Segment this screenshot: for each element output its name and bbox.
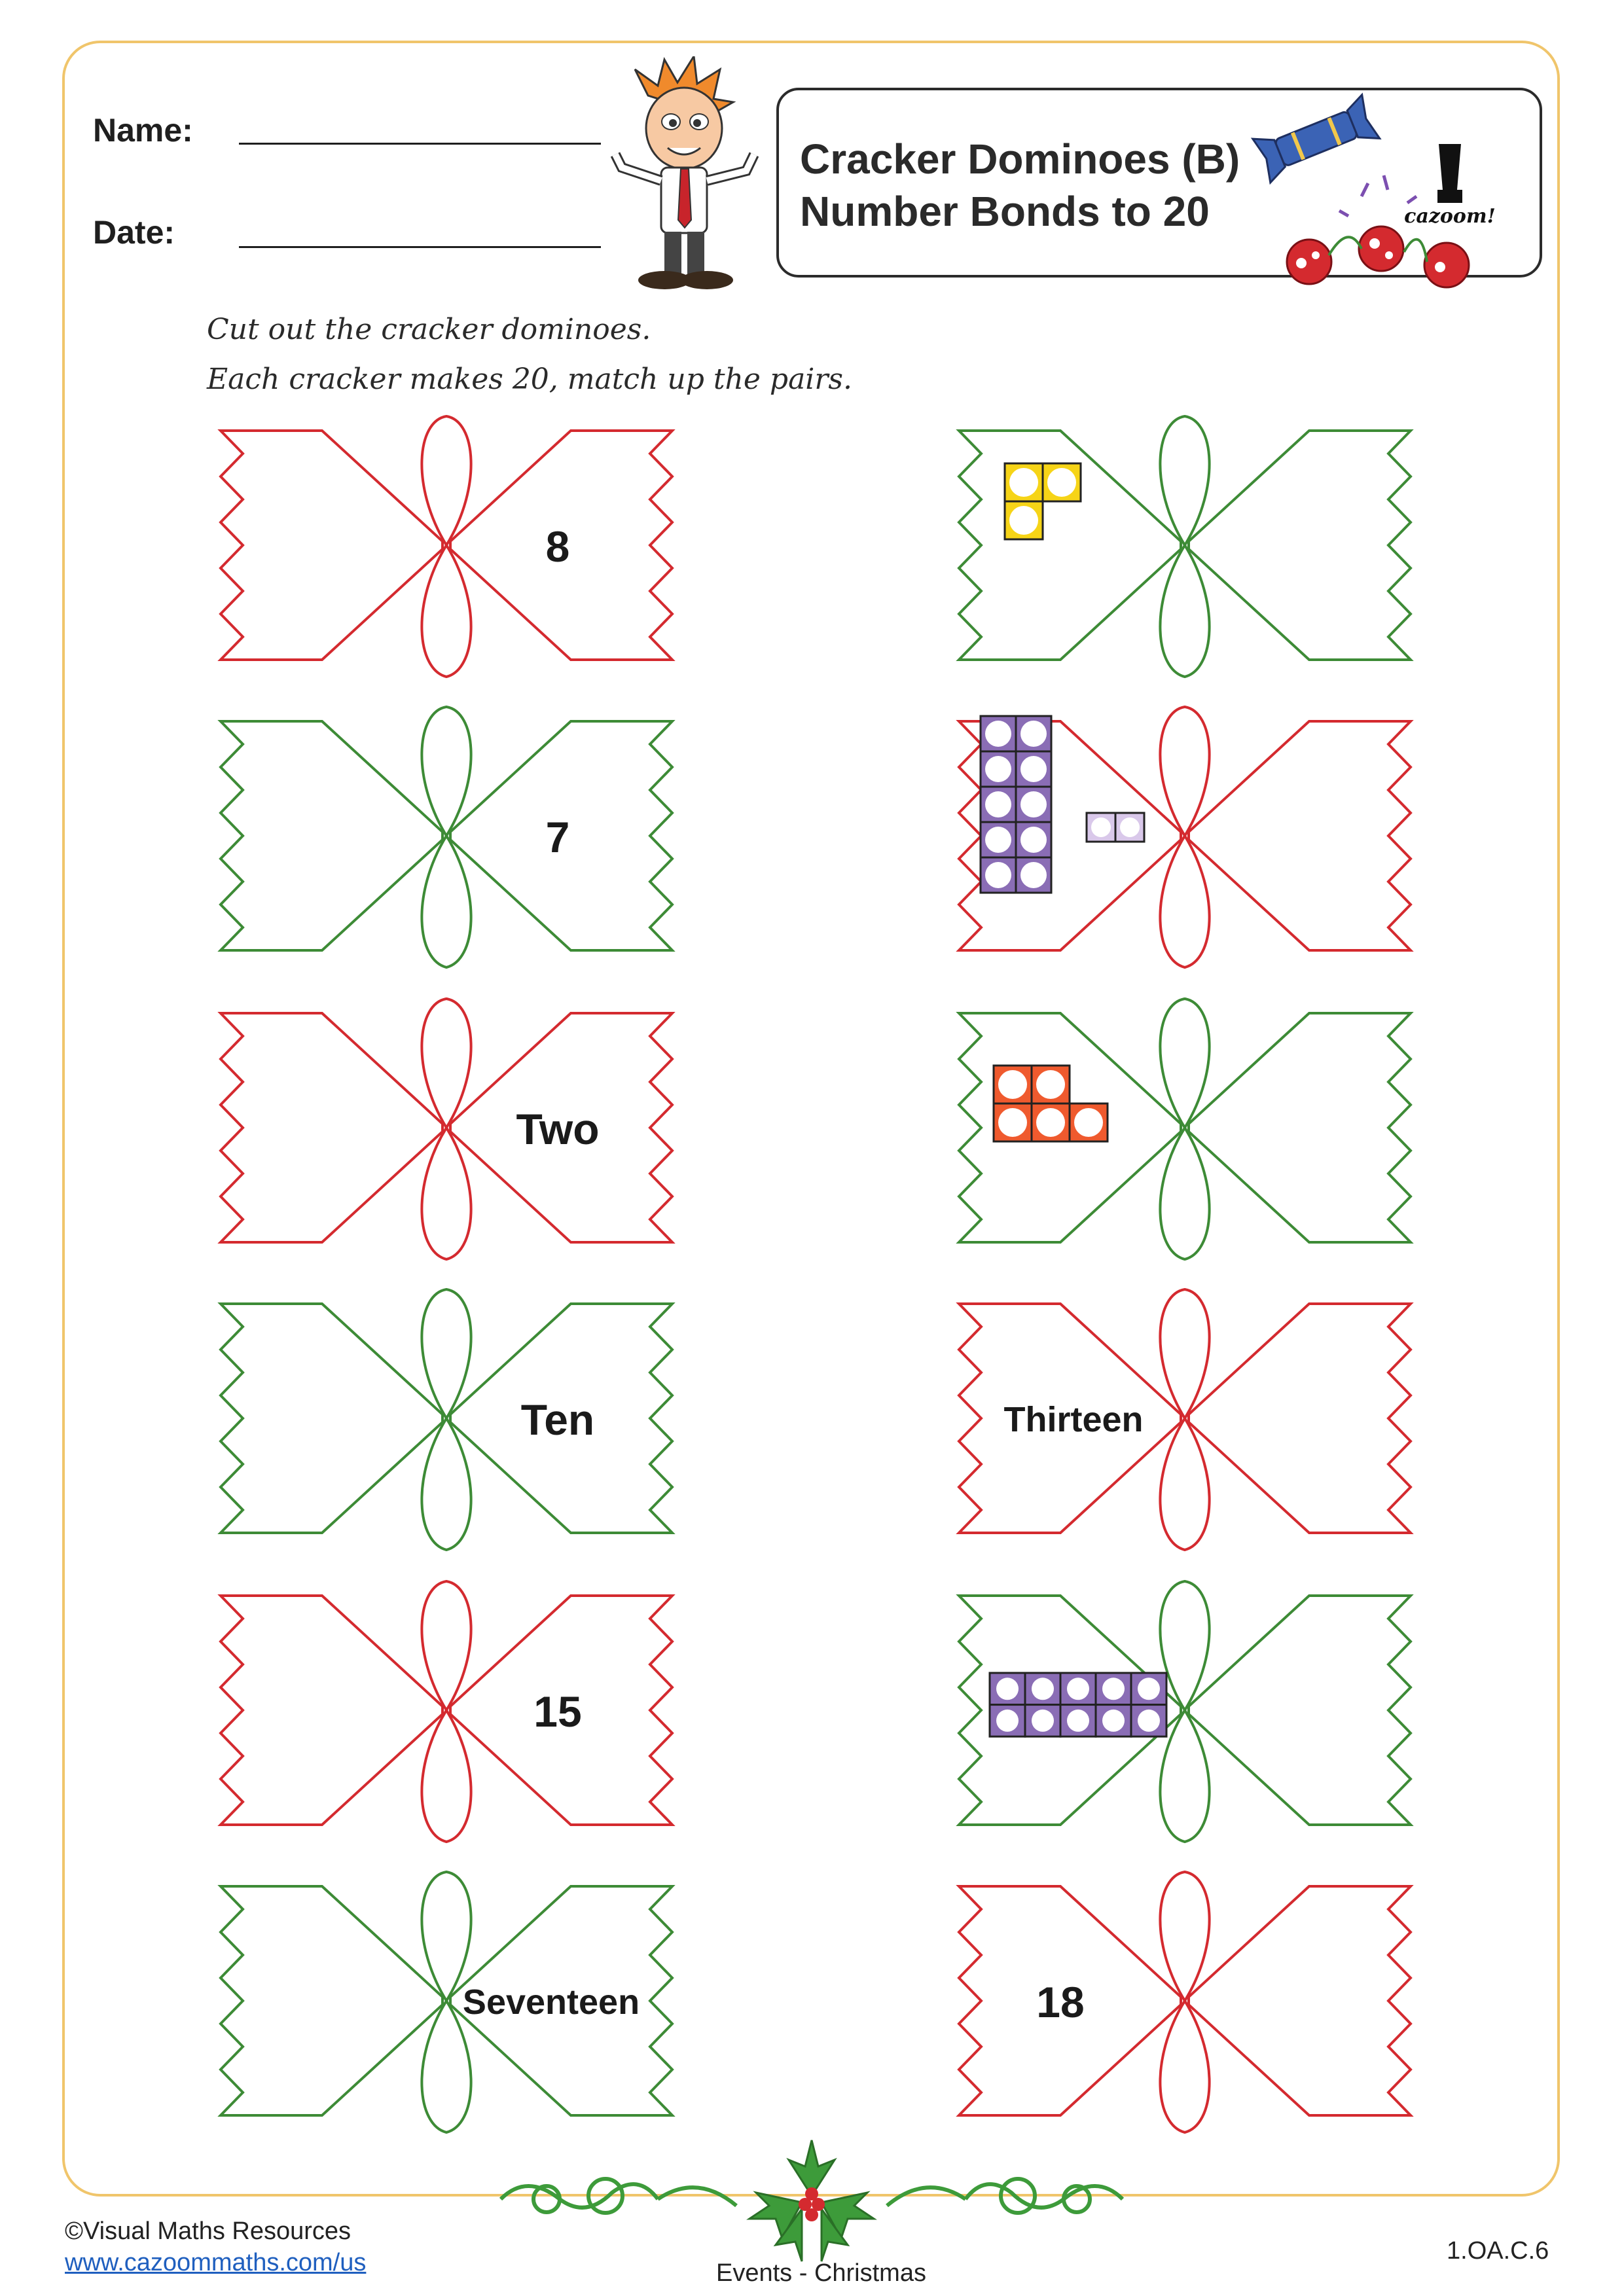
cracker-domino[interactable] bbox=[204, 411, 689, 679]
domino-label: 8 bbox=[545, 522, 570, 571]
block-dot bbox=[1120, 817, 1140, 837]
block-dot bbox=[1020, 756, 1047, 782]
cracker-domino[interactable] bbox=[204, 702, 689, 970]
block-dot bbox=[985, 791, 1011, 817]
cracker-bow bbox=[1160, 1289, 1209, 1550]
cracker-outline bbox=[943, 702, 1427, 970]
block-dot bbox=[1032, 1677, 1054, 1700]
cracker-bow bbox=[422, 1289, 471, 1550]
cazoom-logo-text: cazoom! bbox=[1404, 205, 1496, 228]
cracker-domino[interactable] bbox=[204, 1576, 689, 1844]
cracker-outline bbox=[943, 411, 1427, 679]
domino-label: 15 bbox=[533, 1687, 582, 1736]
cracker-outline bbox=[943, 1576, 1427, 1844]
cracker-left-end bbox=[221, 1596, 442, 1825]
cracker-domino[interactable] bbox=[943, 1576, 1427, 1844]
cracker-outline bbox=[204, 411, 689, 679]
cracker-right-end bbox=[1189, 1304, 1411, 1533]
block-dot bbox=[1102, 1677, 1125, 1700]
cracker-right-end bbox=[1189, 1886, 1411, 2115]
instruction-line-2: Each cracker makes 20, match up the pairs. bbox=[207, 363, 852, 396]
cracker-left-end bbox=[221, 1304, 442, 1533]
category-label: Events - Christmas bbox=[716, 2259, 926, 2287]
date-label: Date: bbox=[93, 214, 175, 251]
cracker-outline bbox=[204, 1284, 689, 1552]
domino-label: 7 bbox=[545, 813, 570, 861]
cracker-domino[interactable] bbox=[204, 1284, 689, 1552]
cracker-outline bbox=[943, 994, 1427, 1262]
block-dot bbox=[996, 1677, 1019, 1700]
block-dot bbox=[1009, 506, 1038, 535]
cracker-bow bbox=[1160, 707, 1209, 967]
block-dot bbox=[1009, 468, 1038, 497]
cracker-bow bbox=[422, 416, 471, 677]
cracker-domino[interactable] bbox=[943, 1867, 1427, 2135]
block-dot bbox=[985, 827, 1011, 853]
worksheet-title: Cracker Dominoes (B) bbox=[800, 135, 1240, 183]
block-dot bbox=[1047, 468, 1076, 497]
instruction-line-1: Cut out the cracker dominoes. bbox=[207, 313, 651, 346]
block-dot bbox=[1036, 1070, 1065, 1099]
cracker-left-end bbox=[221, 431, 442, 660]
block-dot bbox=[1091, 817, 1111, 837]
block-dot bbox=[1138, 1710, 1160, 1732]
holly-decoration bbox=[488, 2134, 1136, 2265]
block-dot bbox=[1020, 862, 1047, 888]
block-dot bbox=[1067, 1710, 1089, 1732]
teacher-character-illustration bbox=[602, 56, 766, 296]
domino-label: 18 bbox=[1036, 1978, 1085, 2026]
cracker-outline bbox=[204, 994, 689, 1262]
copyright-text: ©Visual Maths Resources bbox=[65, 2217, 352, 2245]
domino-label: Ten bbox=[520, 1395, 595, 1444]
block-dot bbox=[985, 756, 1011, 782]
cracker-right-end bbox=[1189, 721, 1411, 950]
cracker-right-end bbox=[1189, 431, 1411, 660]
cracker-domino[interactable] bbox=[204, 994, 689, 1262]
cracker-domino[interactable] bbox=[943, 702, 1427, 970]
block-dot bbox=[1074, 1108, 1103, 1137]
cracker-left-end bbox=[221, 1886, 442, 2115]
block-dot bbox=[985, 721, 1011, 747]
cracker-right-end bbox=[1189, 1596, 1411, 1825]
name-label: Name: bbox=[93, 112, 193, 149]
website-link[interactable]: www.cazoommaths.com/us bbox=[65, 2249, 367, 2276]
cracker-left-end bbox=[221, 1013, 442, 1242]
cracker-bow bbox=[1160, 1872, 1209, 2132]
block-dot bbox=[998, 1108, 1027, 1137]
domino-label: Two bbox=[516, 1105, 600, 1153]
cracker-right-end bbox=[1189, 1013, 1411, 1242]
block-dot bbox=[1020, 827, 1047, 853]
block-dot bbox=[1032, 1710, 1054, 1732]
domino-label: Seventeen bbox=[462, 1982, 640, 2022]
domino-label: Thirteen bbox=[1003, 1400, 1144, 1439]
block-dot bbox=[1036, 1108, 1065, 1137]
block-dot bbox=[998, 1070, 1027, 1099]
cracker-bow bbox=[422, 1581, 471, 1842]
block-dot bbox=[1067, 1677, 1089, 1700]
cracker-bow bbox=[422, 999, 471, 1259]
cracker-logo-illustration bbox=[1250, 92, 1532, 308]
cracker-bow bbox=[422, 707, 471, 967]
cracker-domino[interactable] bbox=[943, 994, 1427, 1262]
name-field[interactable] bbox=[239, 143, 601, 145]
standard-code: 1.OA.C.6 bbox=[1447, 2237, 1549, 2265]
cracker-domino[interactable] bbox=[943, 411, 1427, 679]
block-dot bbox=[1102, 1710, 1125, 1732]
cracker-bow bbox=[1160, 1581, 1209, 1842]
block-dot bbox=[1020, 721, 1047, 747]
cracker-bow bbox=[1160, 999, 1209, 1259]
date-field[interactable] bbox=[239, 246, 601, 248]
cracker-outline bbox=[204, 702, 689, 970]
cracker-outline bbox=[943, 1867, 1427, 2135]
cracker-domino[interactable] bbox=[204, 1867, 689, 2135]
block-dot bbox=[996, 1710, 1019, 1732]
cracker-outline bbox=[204, 1576, 689, 1844]
cracker-left-end bbox=[221, 721, 442, 950]
block-dot bbox=[1020, 791, 1047, 817]
block-dot bbox=[985, 862, 1011, 888]
worksheet-subtitle: Number Bonds to 20 bbox=[800, 188, 1210, 235]
cracker-bow bbox=[1160, 416, 1209, 677]
cracker-domino[interactable] bbox=[943, 1284, 1427, 1552]
block-dot bbox=[1138, 1677, 1160, 1700]
